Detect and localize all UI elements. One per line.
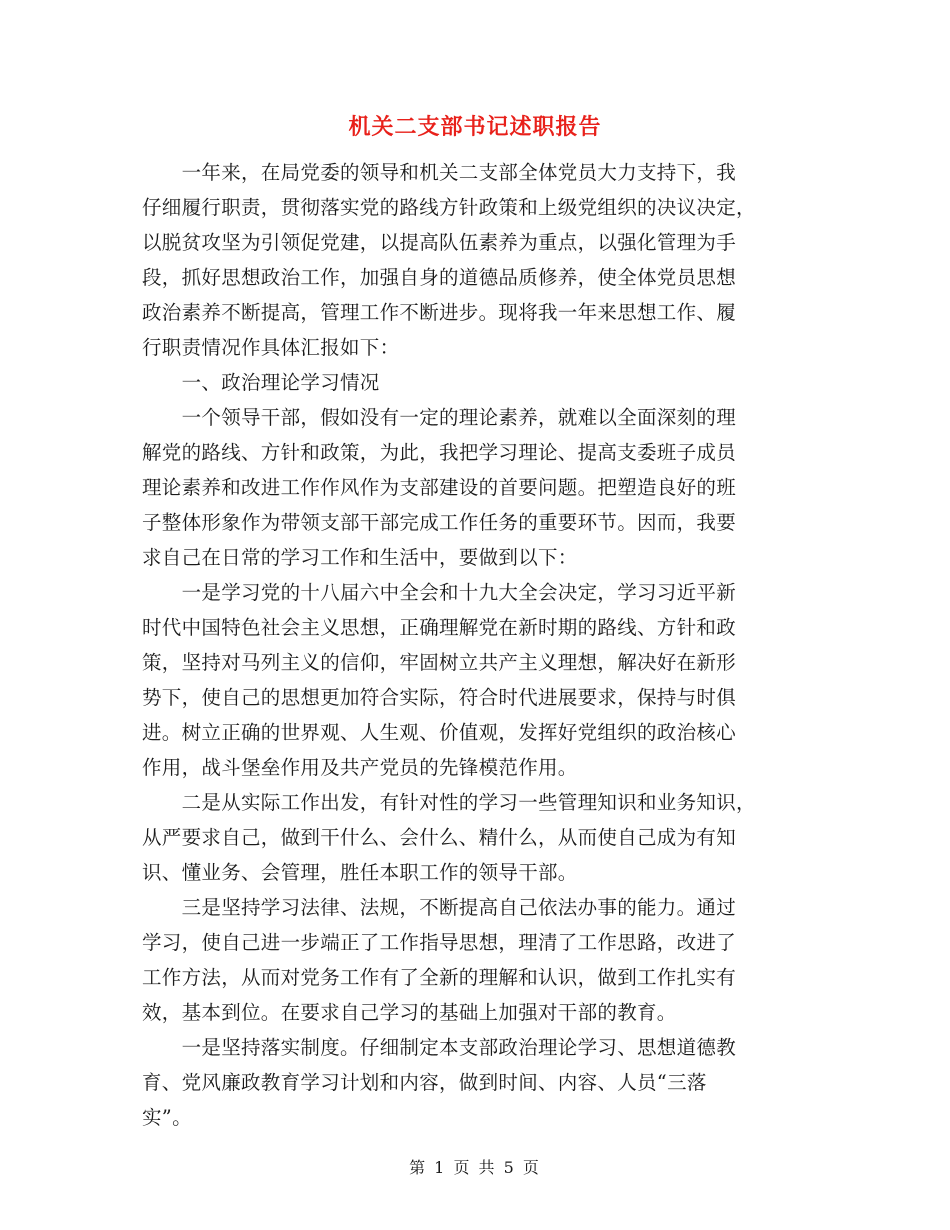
body-line: 策，坚持对马列主义的信仰，牢固树立共产主义理想，解决好在新形 — [142, 651, 737, 674]
document-title: 机关二支部书记述职报告 — [348, 115, 602, 140]
body-line: 段，抓好思想政治工作，加强自身的道德品质修养，使全体党员思想 — [142, 266, 737, 289]
body-line: 一年来，在局党委的领导和机关二支部全体党员大力支持下，我 — [142, 161, 737, 184]
body-line: 理论素养和改进工作作风作为支部建设的首要问题。把塑造良好的班 — [142, 476, 737, 499]
body-line: 进。树立正确的世界观、人生观、价值观，发挥好党组织的政治核心 — [142, 721, 737, 744]
body-line: 子整体形象作为带领支部干部完成工作任务的重要环节。因而，我要 — [142, 511, 737, 534]
body-line: 一是坚持落实制度。仔细制定本支部政治理论学习、思想道德教 — [142, 1036, 737, 1059]
body-line: 一、政治理论学习情况 — [142, 371, 380, 394]
body-line: 工作方法，从而对党务工作有了全新的理解和认识，做到工作扎实有 — [142, 966, 737, 989]
body-line: 从严要求自己，做到干什么、会什么、精什么，从而使自己成为有知 — [142, 826, 737, 849]
body-line: 效，基本到位。在要求自己学习的基础上加强对干部的教育。 — [142, 1001, 677, 1024]
body-line: 解党的路线、方针和政策，为此，我把学习理论、提高支委班子成员 — [142, 441, 737, 464]
body-line: 育、党风廉政教育学习计划和内容，做到时间、内容、人员“三落 — [142, 1071, 707, 1094]
body-line: 二是从实际工作出发，有针对性的学习一些管理知识和业务知识， — [142, 791, 756, 814]
body-line: 势下，使自己的思想更加符合实际，符合时代进展要求，保持与时俱 — [142, 686, 737, 709]
body-line: 政治素养不断提高，管理工作不断进步。现将我一年来思想工作、履 — [142, 301, 737, 324]
body-line: 一个领导干部，假如没有一定的理论素养，就难以全面深刻的理 — [142, 406, 737, 429]
body-line: 行职责情况作具体汇报如下： — [142, 336, 400, 359]
body-line: 时代中国特色社会主义思想，正确理解党在新时期的路线、方针和政 — [142, 616, 737, 639]
page-footer: 第 1 页 共 5 页 — [409, 1158, 541, 1177]
body-line: 实”。 — [142, 1106, 192, 1129]
body-line: 作用，战斗堡垒作用及共产党员的先锋模范作用。 — [142, 756, 578, 779]
body-line: 学习，使自己进一步端正了工作指导思想，理清了工作思路，改进了 — [142, 931, 737, 954]
body-line: 三是坚持学习法律、法规，不断提高自己依法办事的能力。通过 — [142, 896, 737, 919]
body-line: 仔细履行职责，贯彻落实党的路线方针政策和上级党组织的决议决定， — [142, 196, 756, 219]
body-line: 求自己在日常的学习工作和生活中，要做到以下： — [142, 546, 578, 569]
document-body — [142, 155, 802, 1135]
body-line: 识、懂业务、会管理，胜任本职工作的领导干部。 — [142, 861, 578, 884]
body-line: 一是学习党的十八届六中全会和十九大全会决定，学习习近平新 — [142, 581, 737, 604]
body-line: 以脱贫攻坚为引领促党建，以提高队伍素养为重点，以强化管理为手 — [142, 231, 737, 254]
